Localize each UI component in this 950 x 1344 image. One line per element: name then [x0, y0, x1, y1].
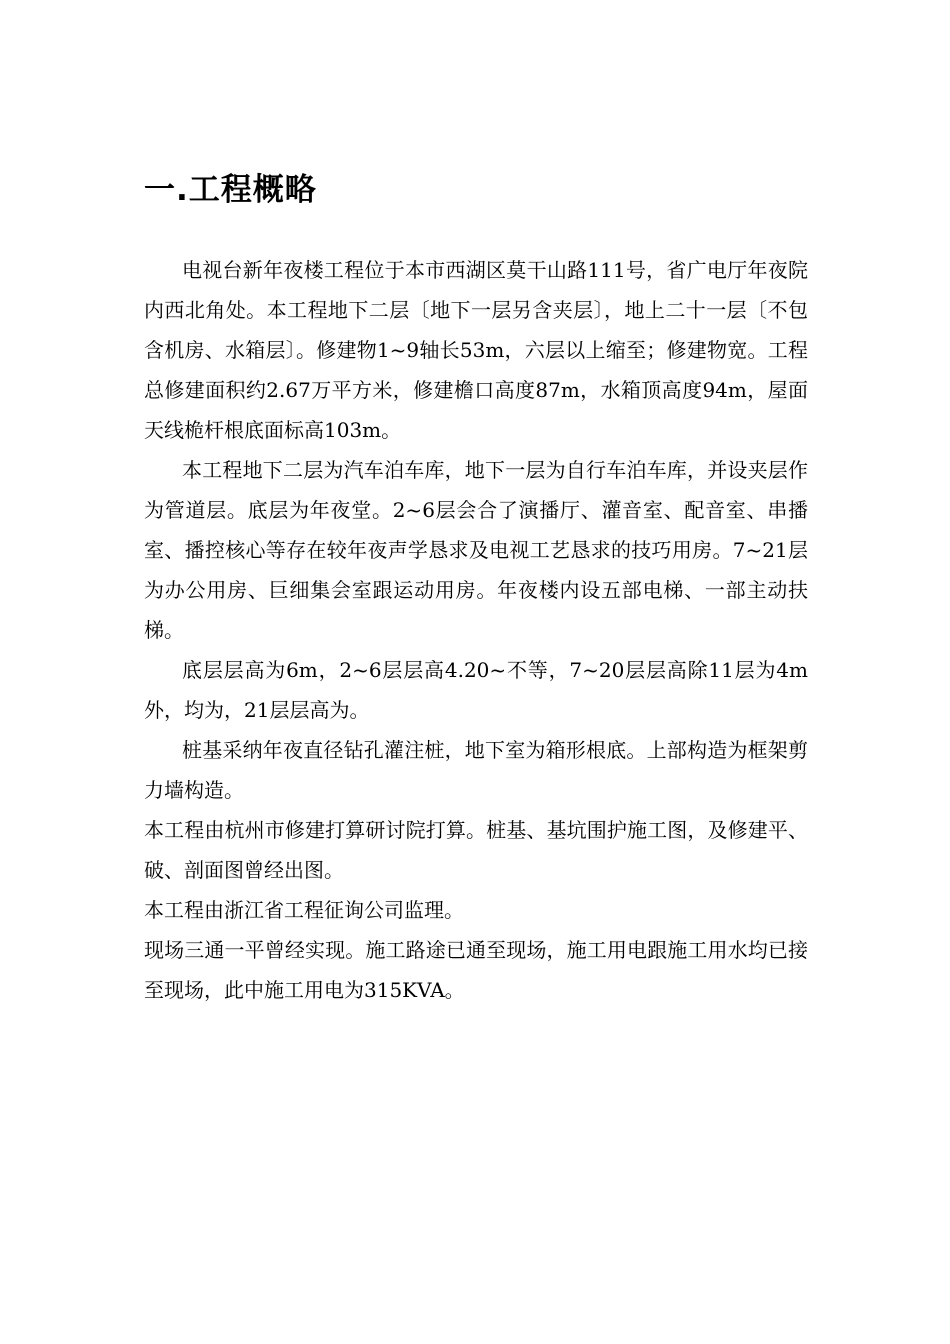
paragraph-supervision: 本工程由浙江省工程征询公司监理。 [144, 898, 464, 922]
paragraph-foundation-structure: 桩基采纳年夜直径钻孔灌注桩，地下室为箱形根底。上部构造为框架剪力墙构造。 [144, 738, 808, 802]
paragraph-design-institute: 本工程由杭州市修建打算研讨院打算。桩基、基坑围护施工图，及修建平、破、剖面图曾经出图。 [144, 818, 808, 882]
paragraph-project-location: 电视台新年夜楼工程位于本市西湖区莫干山路111号，省广电厅年夜院内西北角处。本工程地下二层〔地下一层另含夹层〕，地上二十一层〔不包含机房、水箱层〕。修建物1~9轴长53m，六层以上缩至；修建物宽。工程总修建面积约2.67万平方米，修建檐口高度87m，水箱顶高度94m，屋面天线桅杆根底面标高103m。 [144, 258, 808, 442]
document-page [144, 168, 808, 1010]
paragraph-floor-usage: 本工程地下二层为汽车泊车库，地下一层为自行车泊车库，并设夹层作为管道层。底层为年夜堂。2~6层会合了演播厅、灌音室、配音室、串播室、播控核心等存在较年夜声学恳求及电视工艺恳求的技巧用房。7~21层为办公用房、巨细集会室跟运动用房。年夜楼内设五部电梯、一部主动扶梯。 [144, 458, 808, 642]
paragraph-site-preparation: 现场三通一平曾经实现。施工路途已通至现场，施工用电跟施工用水均已接至现场，此中施工用电为315KVA。 [144, 938, 808, 1002]
section-heading: 一.工程概略 [144, 172, 317, 208]
paragraph-floor-heights: 底层层高为6m，2~6层层高4.20~不等，7~20层层高除11层为4m外，均为，21层层高为。 [144, 658, 808, 722]
